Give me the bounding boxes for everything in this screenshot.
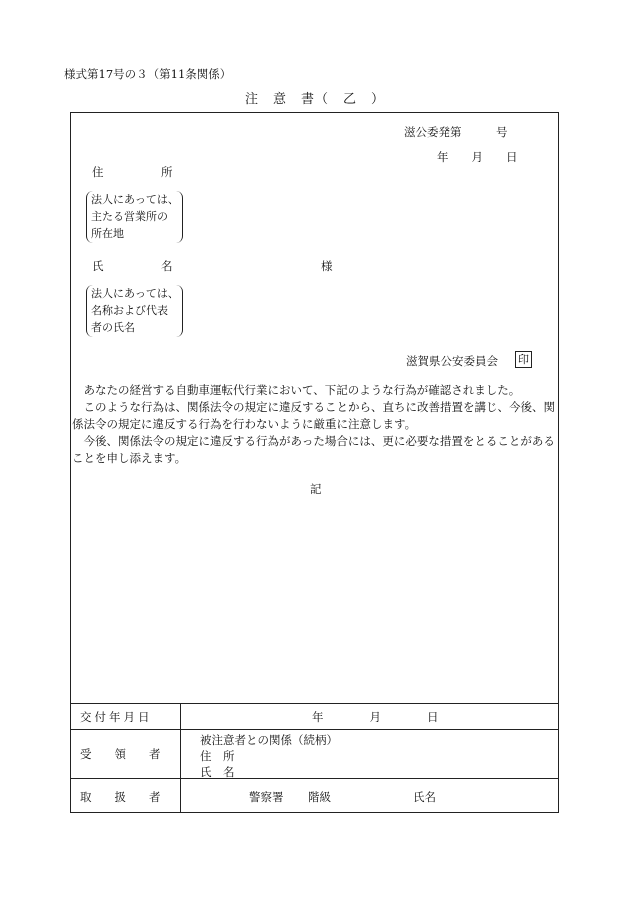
receiver-line: 氏 名	[200, 765, 235, 779]
document-title: 注 意 書（ 乙 ）	[244, 92, 385, 107]
name-label: 氏 名	[92, 259, 173, 273]
receiver-label: 受 領 者	[80, 747, 161, 761]
handler-name: 氏名	[413, 790, 436, 804]
name-note-line: 者の氏名	[91, 321, 135, 334]
address-note-line: 法人にあっては、	[91, 193, 179, 206]
name-note-line: 名称および代表	[91, 304, 168, 317]
body-paragraph: このような行為は、関係法令の規定に違反することから、直ちに改善措置を講じ、今後、関係法令の規定に違反する行為を行わないように厳重に注意します。	[72, 400, 555, 431]
receiver-line: 住 所	[200, 749, 235, 763]
body-paragraph: あなたの経営する自動車運転代行業において、下記のような行為が確認されました。	[72, 383, 521, 397]
table-column-divider	[180, 703, 181, 813]
handler-rank: 階級	[308, 790, 331, 804]
seal-stamp: 印	[515, 351, 532, 368]
notes-heading: 記	[310, 482, 322, 496]
issue-date: 年 月 日	[437, 150, 518, 164]
notice-body	[72, 382, 556, 467]
address-label: 住 所	[92, 165, 173, 179]
delivery-date-label: 交付年月日	[80, 710, 153, 724]
table-top-line	[70, 703, 559, 704]
delivery-date-value: 年 月 日	[312, 710, 439, 724]
name-note-line: 法人にあっては、	[91, 287, 179, 300]
address-note-line: 所在地	[91, 227, 124, 240]
address-note-line: 主たる営業所の	[91, 210, 168, 223]
receiver-details	[200, 732, 338, 780]
body-paragraph: 今後、関係法令の規定に違反する行為があった場合には、更に必要な措置をとることがあることを申し添えます。	[72, 434, 555, 465]
issue-number: 滋公委発第 号	[404, 125, 508, 139]
handler-station: 警察署	[249, 790, 284, 804]
address-note	[91, 191, 179, 242]
issuer-name: 滋賀県公安委員会	[406, 354, 498, 368]
form-number: 様式第17号の３（第11条関係）	[64, 67, 232, 81]
handler-label: 取 扱 者	[80, 790, 161, 804]
name-note	[91, 285, 179, 336]
honorific: 様	[321, 259, 333, 273]
receiver-line: 被注意者との関係（続柄）	[200, 733, 338, 747]
table-row-divider	[70, 729, 559, 730]
